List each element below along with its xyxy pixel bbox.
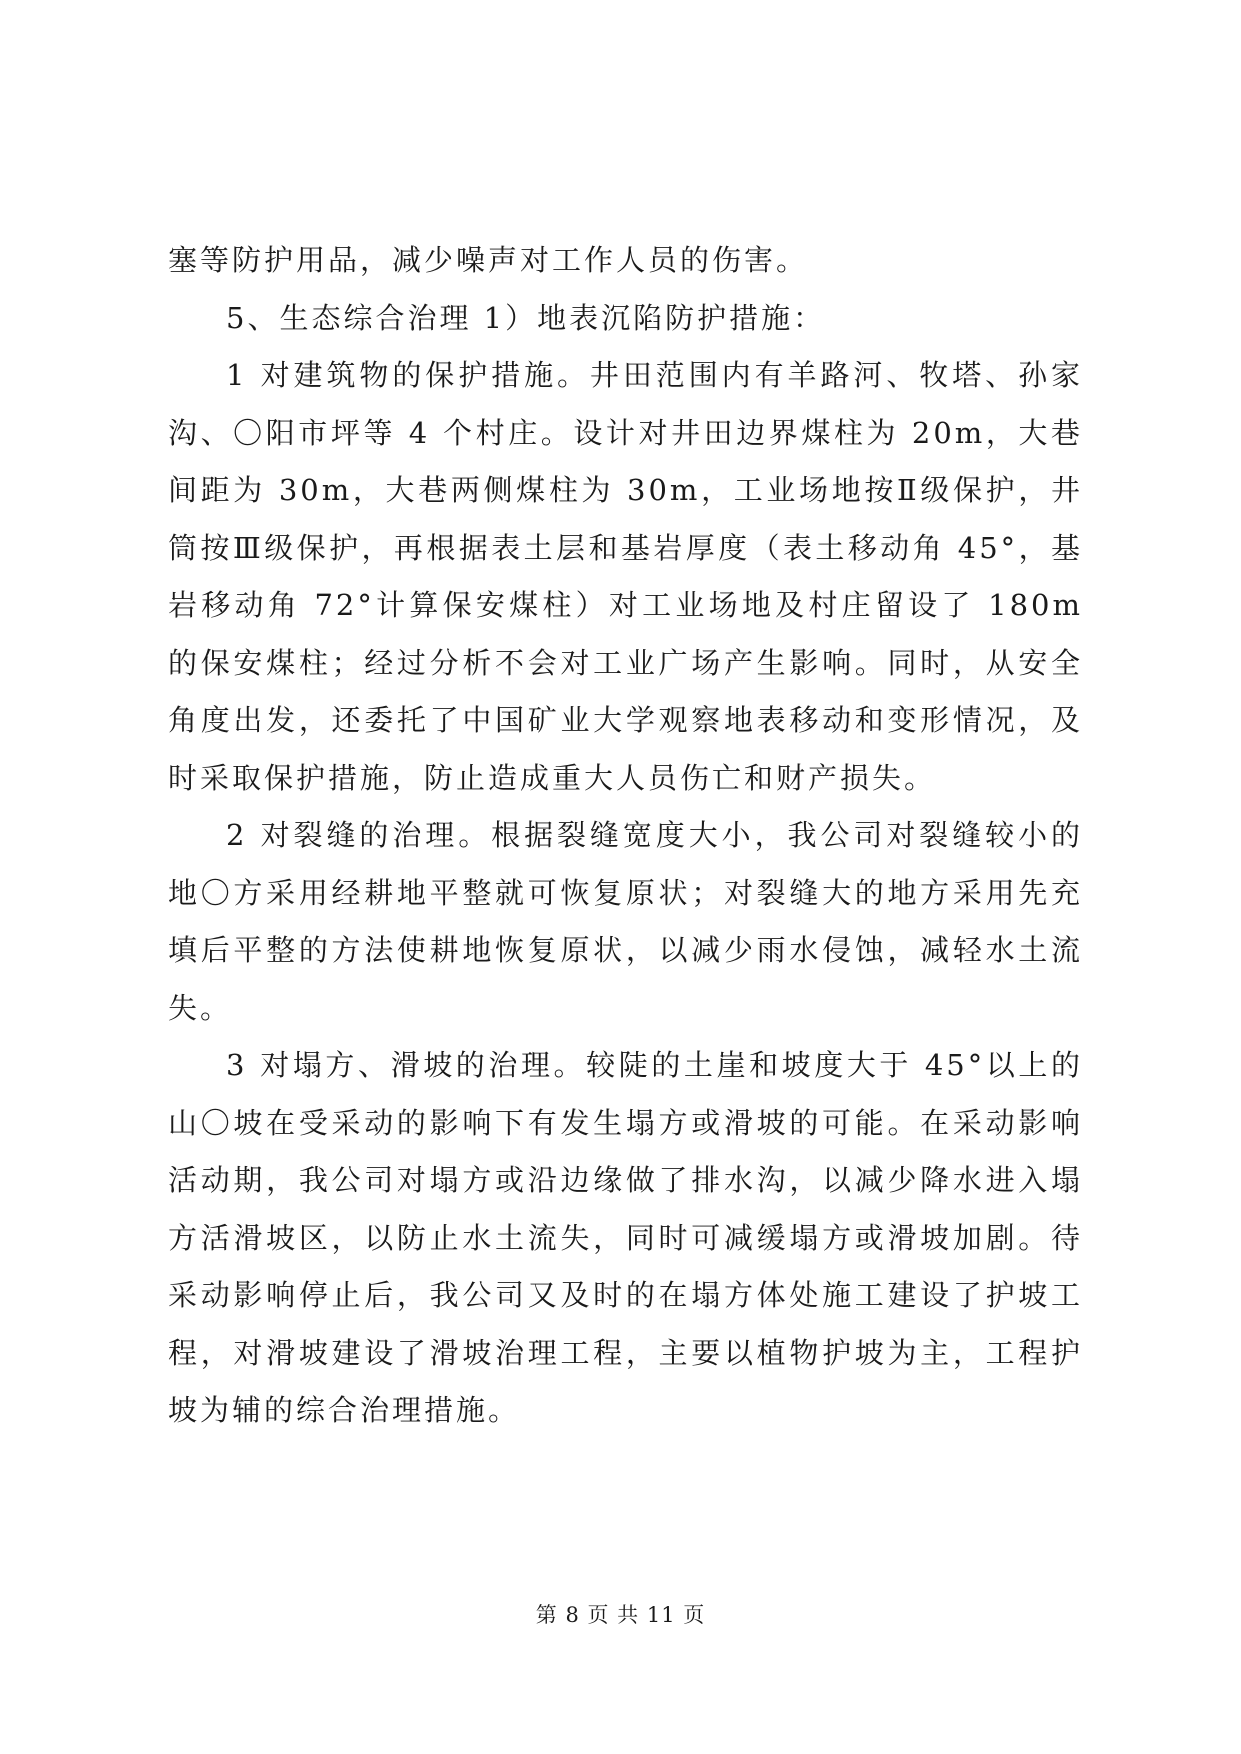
body-text — [168, 232, 1083, 1440]
page-number-footer: 第 8 页 共 11 页 — [535, 1603, 706, 1627]
paragraph-continuation: 塞等防护用品，减少噪声对工作人员的伤害。 — [168, 243, 809, 277]
paragraph-crack-treatment: 2 对裂缝的治理。根据裂缝宽度大小，我公司对裂缝较小的地〇方采用经耕地平整就可恢复原状；对裂缝大的地方采用先充填后平整的方法使耕地恢复原状，以减少雨水侵蚀，减轻水土流失。 — [168, 818, 1083, 1025]
paragraph-building-protection: 1 对建筑物的保护措施。井田范围内有羊路河、牧塔、孙家沟、〇阳市坪等 4 个村庄。设计对井田边界煤柱为 20m，大巷间距为 30m，大巷两侧煤柱为 30m，工业场地按Ⅱ级保护，井筒按Ⅲ级保护，再根据表土层和基岩厚度（表土移动角 45°，基岩移动角 72°计算保安煤柱）对工业场地及村庄留设了 180m 的保安煤柱；经过分析不会对工业广场产生影响。同时，从安全角度出发，还委托了中国矿业大学观察地表移动和变形情况，及时采取保护措施，防止造成重大人员伤亡和财产损失。 — [168, 358, 1083, 795]
paragraph-landslide-treatment: 3 对塌方、滑坡的治理。较陡的土崖和坡度大于 45°以上的山〇坡在受采动的影响下有发生塌方或滑坡的可能。在采动影响活动期，我公司对塌方或沿边缘做了排水沟，以减少降水进入塌方活滑坡区，以防止水土流失，同时可减缓塌方或滑坡加剧。待采动影响停止后，我公司又及时的在塌方体处施工建设了护坡工程，对滑坡建设了滑坡治理工程，主要以植物护坡为主，工程护坡为辅的综合治理措施。 — [168, 1048, 1083, 1427]
paragraph-section-heading: 5、生态综合治理 1）地表沉陷防护措施： — [226, 300, 826, 335]
